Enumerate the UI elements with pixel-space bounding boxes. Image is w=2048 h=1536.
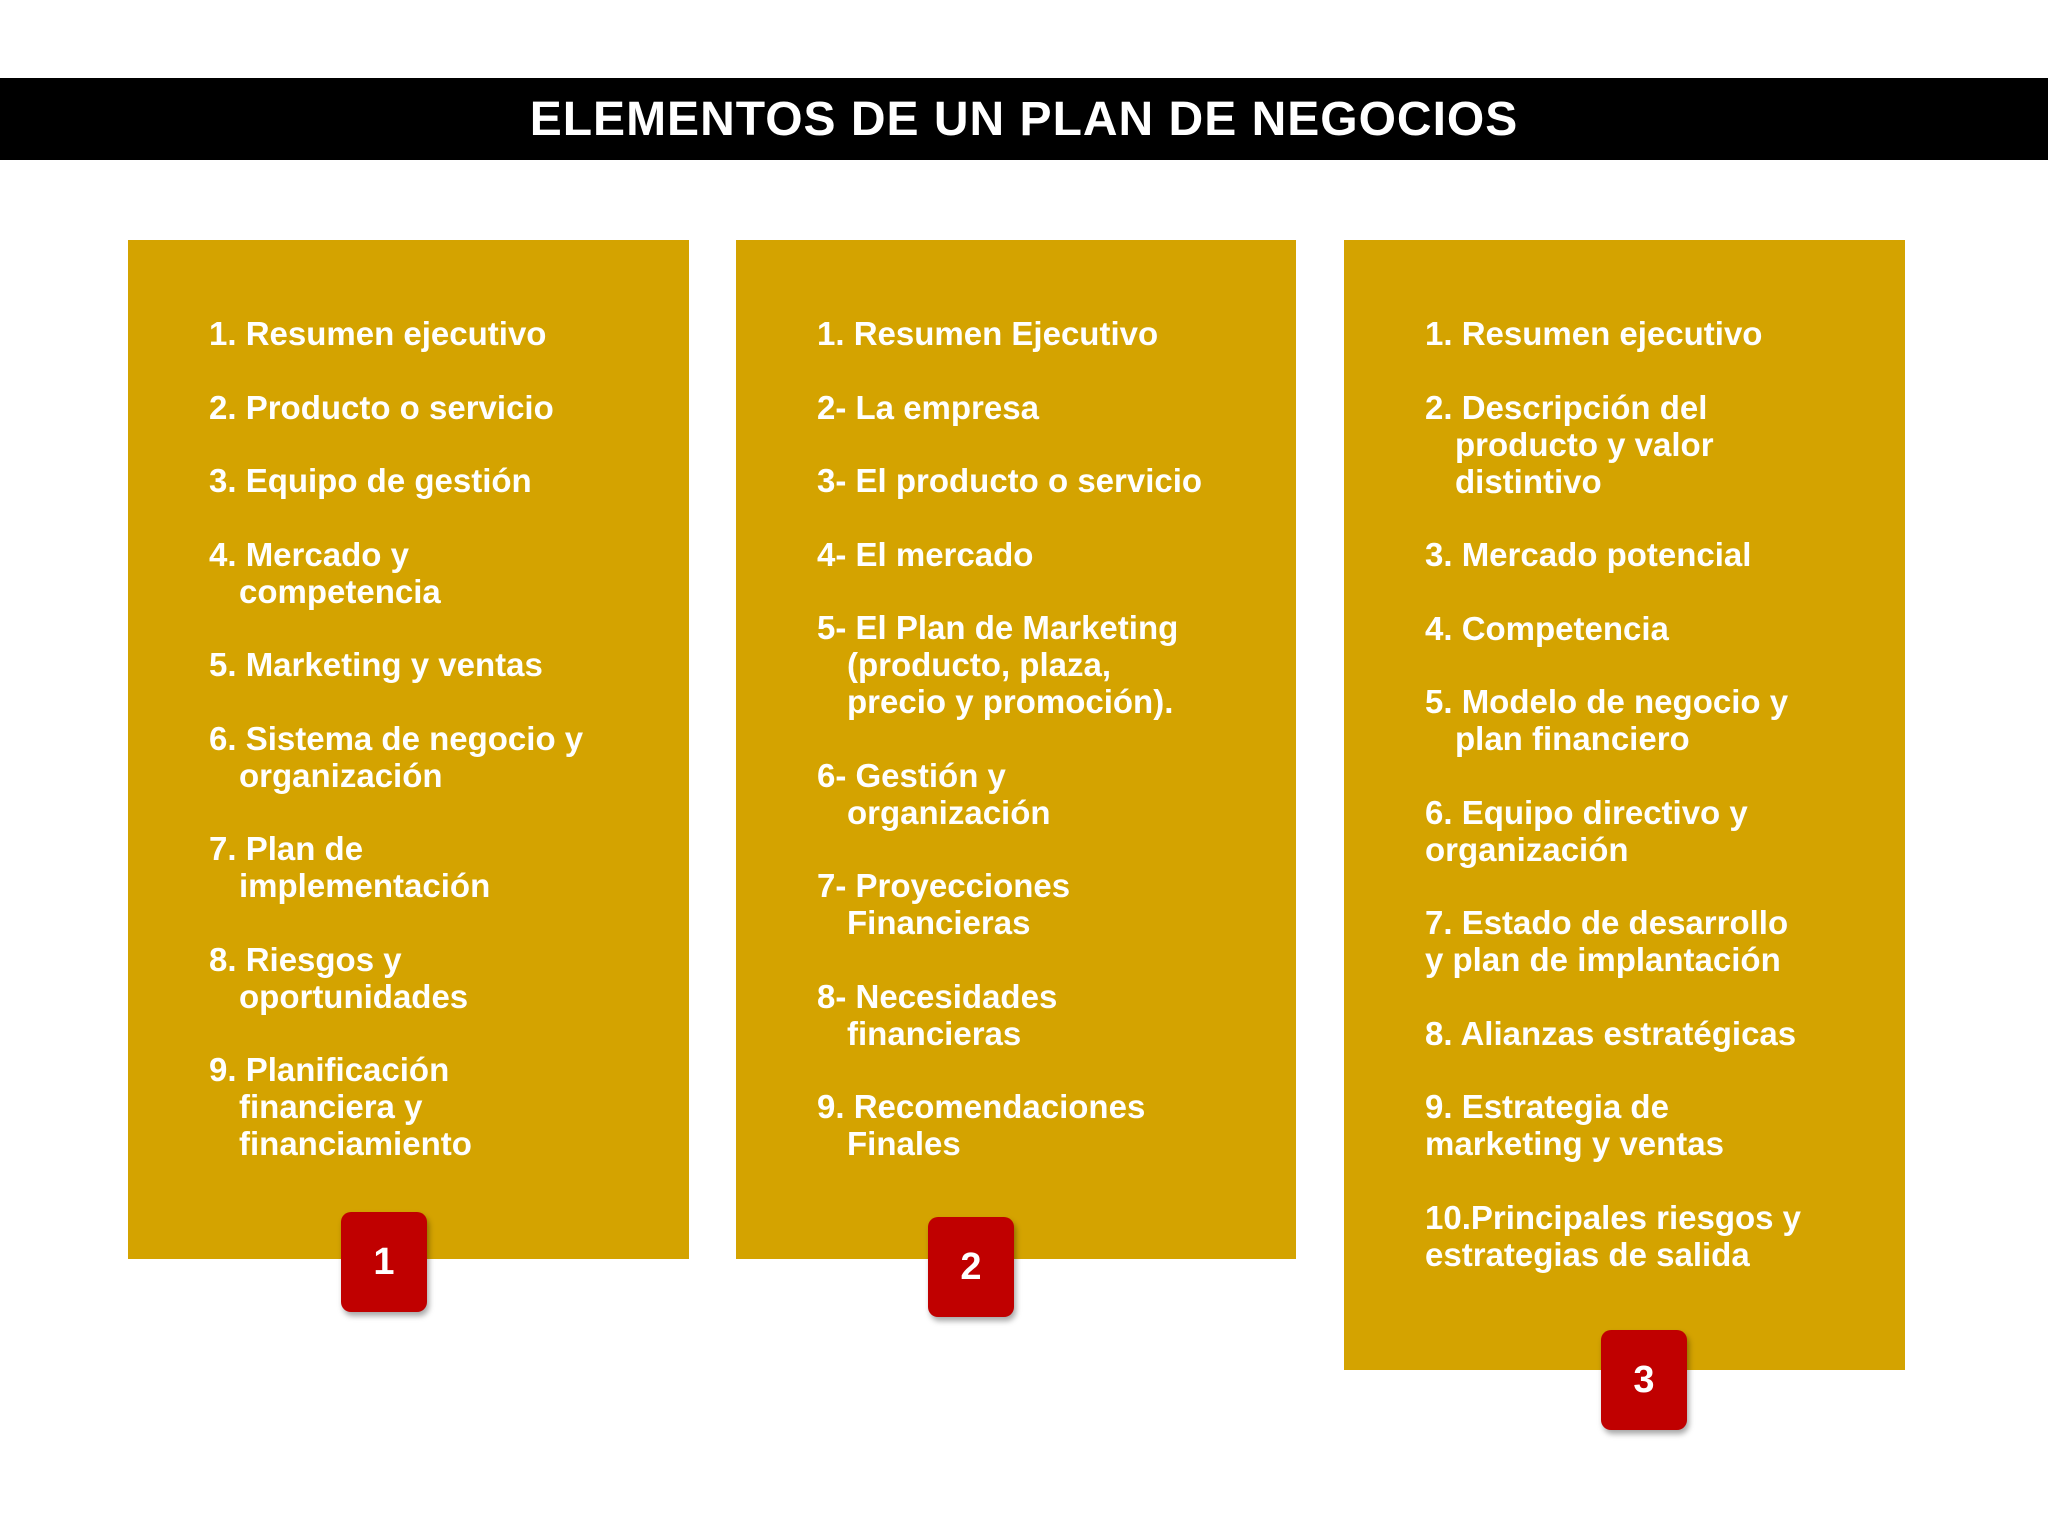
- list-item: 7. Estado de desarrollo y plan de implantación: [1425, 904, 1789, 978]
- list-item: 5. Modelo de negocio y plan financiero: [1425, 683, 1789, 757]
- plan-elements-list: [1425, 315, 1865, 1309]
- list-item: 6. Equipo directivo y organización: [1425, 793, 1748, 868]
- list-item: 8- Necesidades financieras: [817, 977, 1058, 1052]
- list-item: 1. Resumen ejecutivo: [209, 315, 547, 352]
- list-item: 8. Riesgos y oportunidades: [209, 940, 469, 1015]
- list-item: 8. Alianzas estratégicas: [1425, 1014, 1797, 1052]
- list-item: 2- La empresa: [817, 388, 1039, 426]
- list-item: 9. Estrategia de marketing y ventas: [1425, 1088, 1724, 1162]
- list-item: 5- El Plan de Marketing (producto, plaza, precio y promoción).: [817, 609, 1179, 720]
- list-item: 2. Descripción del producto y valor distintivo: [1425, 388, 1714, 500]
- plan-elements-list: [817, 315, 1257, 1199]
- list-item: 3. Mercado potencial: [1425, 536, 1752, 573]
- list-item: 4- El mercado: [817, 535, 1034, 573]
- list-item: 5. Marketing y ventas: [209, 646, 543, 683]
- list-item: 7. Plan de implementación: [209, 830, 491, 904]
- list-item: 3. Equipo de gestión: [209, 462, 532, 499]
- list-item: 1. Resumen Ejecutivo: [817, 315, 1159, 352]
- list-item: 4. Competencia: [1425, 609, 1669, 647]
- list-item: 7- Proyecciones Financieras: [817, 867, 1071, 941]
- list-item: 4. Mercado y competencia: [209, 535, 441, 610]
- list-item: 10.Principales riesgos y estrategias de salida: [1425, 1198, 1802, 1273]
- list-item: 6- Gestión y organización: [817, 756, 1051, 831]
- list-item: 6. Sistema de negocio y organización: [209, 719, 584, 794]
- column-number-badge: 1: [341, 1212, 427, 1312]
- list-item: 3- El producto o servicio: [817, 462, 1203, 499]
- plan-column-1: [128, 240, 689, 1259]
- plan-column-2: [736, 240, 1296, 1259]
- plan-column-3: [1344, 240, 1905, 1370]
- plan-elements-list: [209, 315, 649, 1199]
- list-item: 2. Producto o servicio: [209, 388, 554, 426]
- list-item: 9. Planificación financiera y financiamiento: [209, 1051, 472, 1162]
- page-title: ELEMENTOS DE UN PLAN DE NEGOCIOS: [0, 78, 2048, 160]
- column-number-badge: 3: [1601, 1330, 1687, 1430]
- column-number-badge: 2: [928, 1217, 1014, 1317]
- list-item: 1. Resumen ejecutivo: [1425, 315, 1763, 352]
- list-item: 9. Recomendaciones Finales: [817, 1088, 1146, 1162]
